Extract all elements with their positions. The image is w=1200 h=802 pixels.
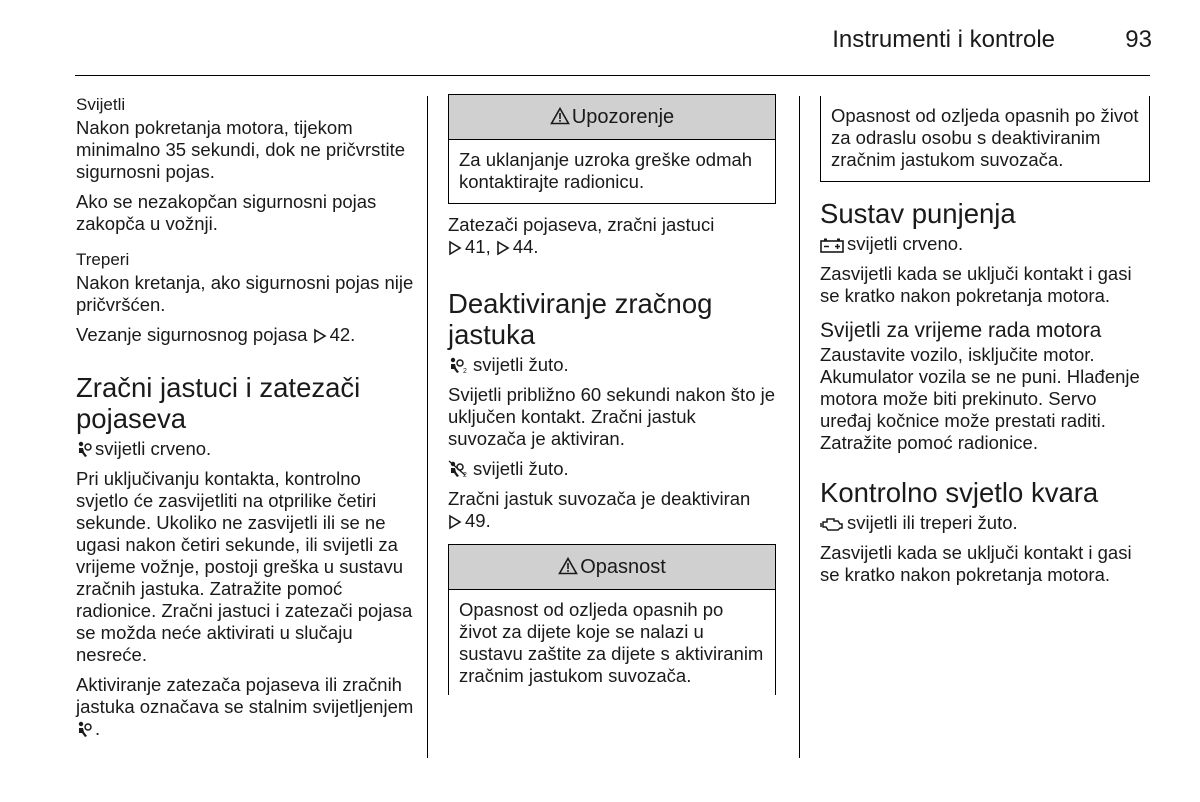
section-heading-deactivation: Deaktiviranje zračnog jastuka	[448, 288, 713, 350]
svg-text:2: 2	[463, 368, 467, 374]
warning-title: Upozorenje	[571, 106, 675, 128]
paragraph: Svijetli približno 60 sekundi nakon što je uključen kontakt. Zračni jastuk suvozača je aktiviran.	[448, 384, 776, 449]
paragraph-with-icon: Aktiviranje zatezača pojaseva ili zračnih jastuka označava se stalnim svijetljenjem .	[76, 674, 414, 739]
danger-title: Opasnost	[580, 556, 666, 578]
warning-text: Za uklanjanje uzroka greške odmah kontaktirajte radionicu.	[459, 149, 753, 192]
paragraph: Zasvijetli kada se uključi kontakt i gasi se kratko nakon pokretanja motora.	[820, 263, 1132, 306]
icon-status-text: svijetli crveno.	[847, 233, 964, 254]
subheading-treperi: Treperi	[76, 250, 130, 269]
header-divider	[75, 75, 1150, 76]
cross-reference	[76, 324, 416, 346]
xref-label: Zatezači pojaseva, zračni jastuci	[448, 214, 715, 235]
danger-box	[448, 544, 776, 695]
column-divider-left	[427, 96, 428, 758]
xref-label: Vezanje sigurnosnog pojasa	[76, 324, 308, 345]
icon-status-text: svijetli žuto.	[473, 458, 569, 479]
column-left	[76, 94, 416, 748]
airbag-icon	[76, 440, 92, 458]
danger-box-continued	[820, 96, 1150, 182]
warning-box	[448, 94, 776, 204]
battery-icon	[820, 237, 844, 253]
page-reference-arrow-icon	[496, 240, 510, 256]
danger-box-continued-text: Opasnost od ozljeda opasnih po život za odraslu osobu s deaktiviranim zračnim jastukom suvozača.	[831, 105, 1139, 170]
column-right	[820, 94, 1150, 594]
page-number: 93	[1125, 26, 1152, 53]
icon-status-line	[448, 458, 776, 480]
danger-text: Opasnost od ozljeda opasnih po život za dijete koje se nalazi u sustavu zaštite za dijete s aktiviranim zračnim jastukom suvozača.	[459, 599, 764, 686]
passenger-airbag-off-icon	[448, 460, 470, 478]
airbag-icon	[76, 720, 92, 738]
subsection-heading-running: Svijetli za vrijeme rada motora	[820, 319, 1102, 342]
warning-triangle-icon	[558, 557, 578, 575]
column-middle	[448, 94, 776, 705]
paragraph: Nakon pokretanja motora, tijekom minimalno 35 sekundi, dok ne pričvrstite sigurnosni pojas.	[76, 117, 406, 182]
xref-page: 49.	[465, 510, 491, 531]
engine-check-icon	[820, 516, 844, 532]
subheading-svijetli: Svijetli	[76, 95, 126, 114]
warning-box-header	[449, 95, 775, 140]
section-heading-malfunction: Kontrolno svjetlo kvara	[820, 477, 1099, 508]
paragraph: Zasvijetli kada se uključi kontakt i gasi se kratko nakon pokretanja motora.	[820, 542, 1132, 585]
page-reference-arrow-icon	[448, 240, 462, 256]
icon-status-line	[820, 233, 1150, 255]
paragraph-text: Aktiviranje zatezača pojaseva ili zračnih jastuka označava se stalnim svijetljenjem	[76, 674, 414, 717]
paragraph: Pri uključivanju kontakta, kontrolno svjetlo će zasvijetliti na otprilike četiri sekunde. Ukoliko ne zasvijetli ili se ne ugasi nakon četiri sekunde, ili svijetli za vrijeme vožnje, postoji greška u sustavu zračnih jastuka. Zatražite pomoć radionice. Zračni jastuci i zatezači pojasa se možda neće aktivirati u slučaju nesreće.	[76, 468, 413, 665]
xref-page: 44.	[512, 236, 539, 257]
icon-status-line	[820, 512, 1150, 534]
svg-text:2: 2	[463, 472, 467, 478]
section-heading-charging: Sustav punjenja	[820, 198, 1016, 229]
icon-status-text: svijetli crveno.	[95, 438, 212, 459]
column-divider-right	[799, 96, 800, 758]
cross-reference	[448, 214, 776, 258]
page-reference-arrow-icon	[313, 328, 327, 344]
page-header-title: Instrumenti i kontrole	[832, 26, 1055, 53]
xref-page: 41,	[465, 236, 491, 257]
paragraph-with-reference	[448, 488, 776, 532]
page-reference-arrow-icon	[448, 514, 462, 530]
paragraph: Zaustavite vozilo, isključite motor. Akumulator vozila se ne puni. Hlađenje motora može biti prekinuto. Servo uređaj kočnice može prestati raditi. Zatražite pomoć radionice.	[820, 344, 1140, 453]
section-heading-airbags: Zračni jastuci i zatezači pojaseva	[76, 372, 361, 434]
xref-page: 42.	[329, 324, 356, 345]
paragraph: Nakon kretanja, ako sigurnosni pojas nije pričvršćen.	[76, 272, 414, 315]
icon-status-line	[76, 438, 416, 460]
passenger-airbag-on-icon	[448, 356, 470, 374]
paragraph: Ako se nezakopčan sigurnosni pojas zakopča u vožnji.	[76, 191, 377, 234]
danger-box-header	[449, 545, 775, 590]
paragraph-text: Zračni jastuk suvozača je deaktiviran	[448, 488, 751, 509]
icon-status-text: svijetli žuto.	[473, 354, 569, 375]
icon-status-line	[448, 354, 776, 376]
icon-status-text: svijetli ili treperi žuto.	[847, 512, 1018, 533]
warning-triangle-icon	[550, 107, 570, 125]
